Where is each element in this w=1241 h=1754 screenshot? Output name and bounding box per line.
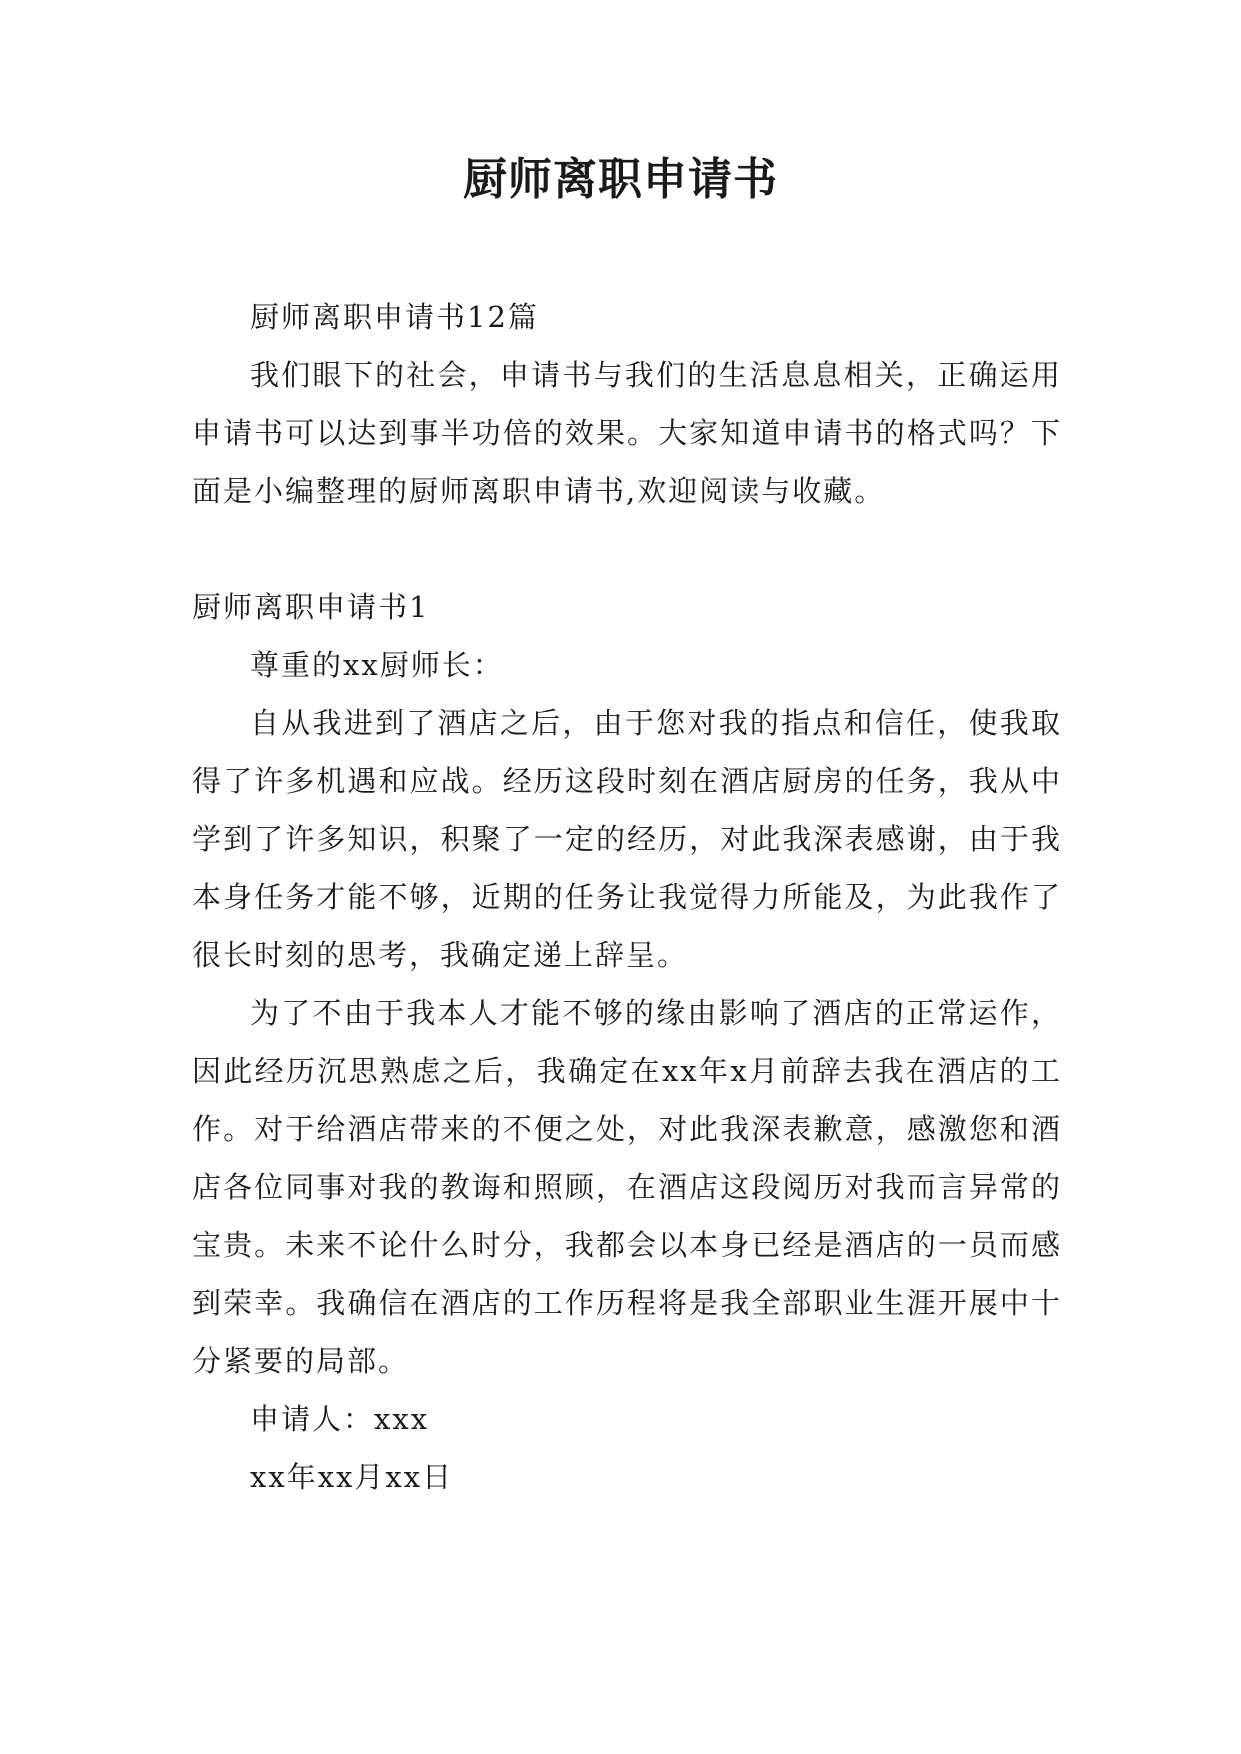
section-heading: 厨师离职申请书1 xyxy=(192,590,430,624)
document-title: 厨师离职申请书 xyxy=(463,154,778,205)
intro-paragraph: 我们眼下的社会，申请书与我们的生活息息相关，正确运用申请书可以达到事半功倍的效果。大家知道申请书的格式吗？下面是小编整理的厨师离职申请书,欢迎阅读与收藏。 xyxy=(192,358,1062,508)
document-body xyxy=(192,288,1062,1506)
salutation: 尊重的xx厨师长： xyxy=(250,648,504,682)
body-paragraph: 为了不由于我本人才能不够的缘由影响了酒店的正常运作，因此经历沉思熟虑之后，我确定在xx年x月前辞去我在酒店的工作。对于给酒店带来的不便之处，对此我深表歉意，感激您和酒店各位同事对我的教诲和照顾，在酒店这段阅历对我而言异常的宝贵。未来不论什么时分，我都会以本身已经是酒店的一员而感到荣幸。我确信在酒店的工作历程将是我全部职业生涯开展中十分紧要的局部。 xyxy=(192,996,1062,1378)
subtitle: 厨师离职申请书12篇 xyxy=(250,300,539,334)
signature: 申请人：xxx xyxy=(250,1402,430,1436)
body-paragraph: 自从我进到了酒店之后，由于您对我的指点和信任，使我取得了许多机遇和应战。经历这段时刻在酒店厨房的任务，我从中学到了许多知识，积聚了一定的经历，对此我深表感谢，由于我本身任务才能不够，近期的任务让我觉得力所能及，为此我作了很长时刻的思考，我确定递上辞呈。 xyxy=(192,706,1062,972)
date-line: xx年xx月xx日 xyxy=(250,1460,454,1494)
